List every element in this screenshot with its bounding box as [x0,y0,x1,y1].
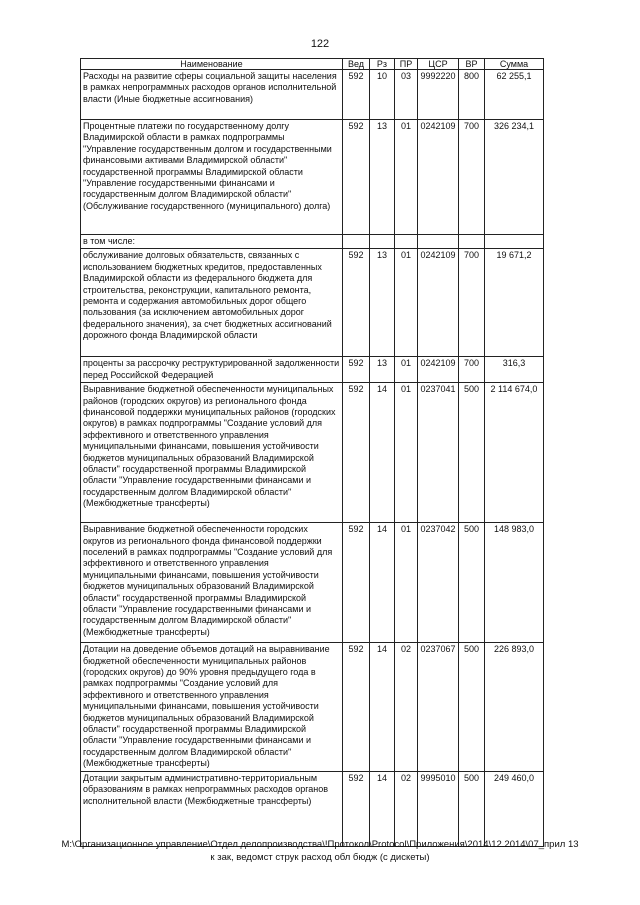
row-sum: 148 983,0 [485,523,544,643]
row-ved: 592 [343,120,370,235]
header-ved: Вед [343,59,370,70]
row-rz: 13 [370,357,395,383]
table-row [81,357,544,383]
footer-line-1: М:\Организационное управление\Отдел делопроизводства\!Протокол\Protocol\Приложения\2014\12.2014\07_прил 13 [61,839,579,850]
row-name: в том числе: [81,235,343,249]
row-vr: 700 [459,357,485,383]
row-rz: 14 [370,523,395,643]
row-pr: 01 [395,120,418,235]
row-name: Расходы на развитие сферы социальной защиты населения в рамках непрограммных расходов органов исполнительной власти (Иные бюджетные ассигнования) [81,70,343,120]
row-sum: 316,3 [485,357,544,383]
row-sum: 62 255,1 [485,70,544,120]
row-vr: 500 [459,771,485,846]
row-vr: 800 [459,70,485,120]
row-csr [418,235,459,249]
row-rz: 14 [370,771,395,846]
row-pr: 01 [395,523,418,643]
row-csr: 0242109 [418,357,459,383]
row-ved: 592 [343,70,370,120]
row-csr: 0242109 [418,249,459,357]
row-vr: 500 [459,643,485,771]
row-ved: 592 [343,643,370,771]
row-sum: 19 671,2 [485,249,544,357]
table-row [81,771,544,846]
footer-file-path [0,838,640,864]
row-vr: 500 [459,523,485,643]
row-name: Процентные платежи по государственному долгу Владимирской области в рамках подпрограммы "Управление государственным долгом и государственными финансовыми активами Владимирской области" государственной программы Владимирской области "Управление государственными финансами и государственным долгом Владимирской области" (Обслуживание государственного (муниципального) долга) [81,120,343,235]
row-ved: 592 [343,523,370,643]
row-sum: 249 460,0 [485,771,544,846]
row-csr: 0237067 [418,643,459,771]
row-ved: 592 [343,249,370,357]
row-csr: 9995010 [418,771,459,846]
row-pr: 03 [395,70,418,120]
row-rz: 13 [370,249,395,357]
row-csr: 0237042 [418,523,459,643]
row-name: обслуживание долговых обязательств, связанных с использованием бюджетных кредитов, предоставленных Владимирской области из федерального бюджета для строительства, реконструкции, капитального ремонта, ремонта и содержания автомобильных дорог общего пользования (за исключением автомобильных дорог федерального значения), за счет бюджетных ассигнований дорожного фонда Владимирской области [81,249,343,357]
row-pr: 01 [395,383,418,523]
table-row [81,383,544,523]
row-rz: 10 [370,70,395,120]
row-name: Выравнивание бюджетной обеспеченности муниципальных районов (городских округов) из регионального фонда финансовой поддержки муниципальных районов (городских округов) в рамках подпрограммы "Создание условий для эффективного и ответственного управления муниципальными финансами, повышения устойчивости бюджетов муниципальных образований Владимирской области" государственной программы Владимирской области "Управление государственными финансами и государственным долгом Владимирской области" (Межбюджетные трансферты) [81,383,343,523]
row-sum: 2 114 674,0 [485,383,544,523]
row-rz: 14 [370,383,395,523]
row-name: проценты за рассрочку реструктурированной задолженности перед Российской Федерацией [81,357,343,383]
row-ved [343,235,370,249]
row-ved: 592 [343,357,370,383]
row-name: Выравнивание бюджетной обеспеченности городских округов из регионального фонда финансовой поддержки поселений в рамках подпрограммы "Создание условий для эффективного и ответственного управления муниципальными финансами, повышения устойчивости бюджетов муниципальных образований Владимирской области" государственной программы Владимирской области "Управление государственными финансами и государственным долгом Владимирской области" (Межбюджетные трансферты) [81,523,343,643]
row-sum: 226 893,0 [485,643,544,771]
header-sum: Сумма [485,59,544,70]
row-sum [485,235,544,249]
row-name: Дотации закрытым административно-территориальным образованиям в рамках непрограммных расходов органов исполнительной власти (Межбюджетные трансферты) [81,771,343,846]
table-row [81,643,544,771]
table-row [81,523,544,643]
header-csr: ЦСР [418,59,459,70]
footer-line-2: к зак, ведомст струк расход обл бюдж (с дискеты) [210,852,430,863]
table-row [81,120,544,235]
header-vr: ВР [459,59,485,70]
row-vr: 700 [459,120,485,235]
table-row [81,235,544,249]
row-csr: 0242109 [418,120,459,235]
row-vr: 700 [459,249,485,357]
row-pr: 02 [395,771,418,846]
row-pr: 01 [395,249,418,357]
row-vr [459,235,485,249]
row-csr: 9992220 [418,70,459,120]
table-header-row [81,59,544,70]
row-name: Дотации на доведение объемов дотаций на выравнивание бюджетной обеспеченности муниципальных районов (городских округов) до 90% уровня предыдущего года в рамках подпрограммы "Создание условий для эффективного и ответственного управления муниципальными финансами, повышения устойчивости бюджетов муниципальных образований Владимирской области" государственной программы Владимирской области "Управление государственными финансами и государственным долгом Владимирской области" (Межбюджетные трансферты) [81,643,343,771]
page-number: 122 [310,38,330,50]
header-rz: Рз [370,59,395,70]
row-sum: 326 234,1 [485,120,544,235]
row-vr: 500 [459,383,485,523]
header-name: Наименование [81,59,343,70]
row-ved: 592 [343,771,370,846]
table-row [81,249,544,357]
row-pr [395,235,418,249]
row-csr: 0237041 [418,383,459,523]
row-rz: 14 [370,643,395,771]
row-pr: 01 [395,357,418,383]
row-rz [370,235,395,249]
row-ved: 592 [343,383,370,523]
header-pr: ПР [395,59,418,70]
row-pr: 02 [395,643,418,771]
row-rz: 13 [370,120,395,235]
table-row [81,70,544,120]
budget-table [80,58,544,847]
